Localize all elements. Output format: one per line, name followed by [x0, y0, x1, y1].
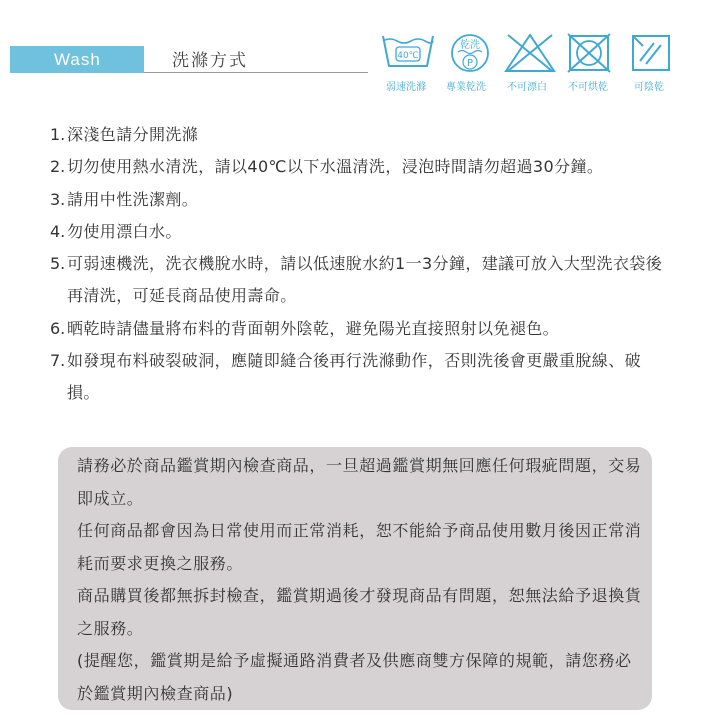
instruction-item: 7. 如發現布料破裂破洞，應隨即縫合後再行洗滌動作，否則洗後會更嚴重脫線、破損。 — [50, 351, 642, 403]
svg-text:乾洗: 乾洗 — [460, 40, 480, 51]
section-title: 洗滌方式 — [172, 51, 248, 71]
header-divider — [144, 72, 368, 73]
instruction-item: 5. 可弱速機洗，洗衣機脫水時，請以低速脫水約1一3分鐘，建議可放入大型洗衣袋後再清洗，可延長商品使用壽命。 — [50, 254, 663, 306]
notice-paragraph: 商品購買後都無拆封檢查，鑑賞期過後才發現商品有問題，恕無法給予退換貨之服務。 — [77, 586, 642, 638]
wash-40c-icon — [380, 33, 436, 69]
shade-dry-icon — [630, 33, 672, 73]
notice-box — [58, 447, 652, 710]
instruction-item: 6. 晒乾時請儘量將布料的背面朝外陰乾，避免陽光直接照射以免褪色。 — [50, 318, 560, 338]
dry-clean-p-icon — [448, 33, 492, 73]
care-label-no-tumble-dry: 不可烘乾 — [568, 82, 608, 93]
instruction-item: 4. 勿使用漂白水。 — [50, 221, 182, 241]
care-label-wash: 弱速洗滌 — [386, 82, 426, 93]
care-label-dry-clean: 專業乾洗 — [446, 82, 486, 93]
instruction-list — [50, 119, 670, 410]
notice-paragraph: (提醒您，鑑賞期是給予虛擬通路消費者及供應商雙方保障的規範，請您務必於鑑賞期內檢查商品) — [77, 651, 632, 703]
no-bleach-icon — [504, 33, 556, 73]
notice-paragraph: 任何商品都會因為日常使用而正常消耗，恕不能給予商品使用數月後因正常消耗而要求更換之服務。 — [77, 521, 642, 573]
instruction-item: 2. 切勿使用熱水清洗，請以40℃以下水溫清洗，浸泡時間請勿超過30分鐘。 — [50, 157, 604, 177]
wash-tag: Wash — [10, 46, 144, 73]
header — [0, 0, 721, 100]
notice-paragraph: 請務必於商品鑑賞期內檢查商品，一旦超過鑑賞期無回應任何瑕疵問題，交易即成立。 — [77, 456, 642, 508]
care-label-shade-dry: 可陰乾 — [634, 82, 664, 93]
instruction-item: 3. 請用中性洗潔劑。 — [50, 189, 199, 209]
svg-text:40℃: 40℃ — [397, 51, 419, 61]
no-tumble-dry-icon — [566, 33, 612, 73]
svg-text:P: P — [466, 58, 474, 69]
instruction-item: 1. 深淺色請分開洗滌 — [50, 125, 199, 144]
care-label-no-bleach: 不可漂白 — [507, 82, 547, 93]
